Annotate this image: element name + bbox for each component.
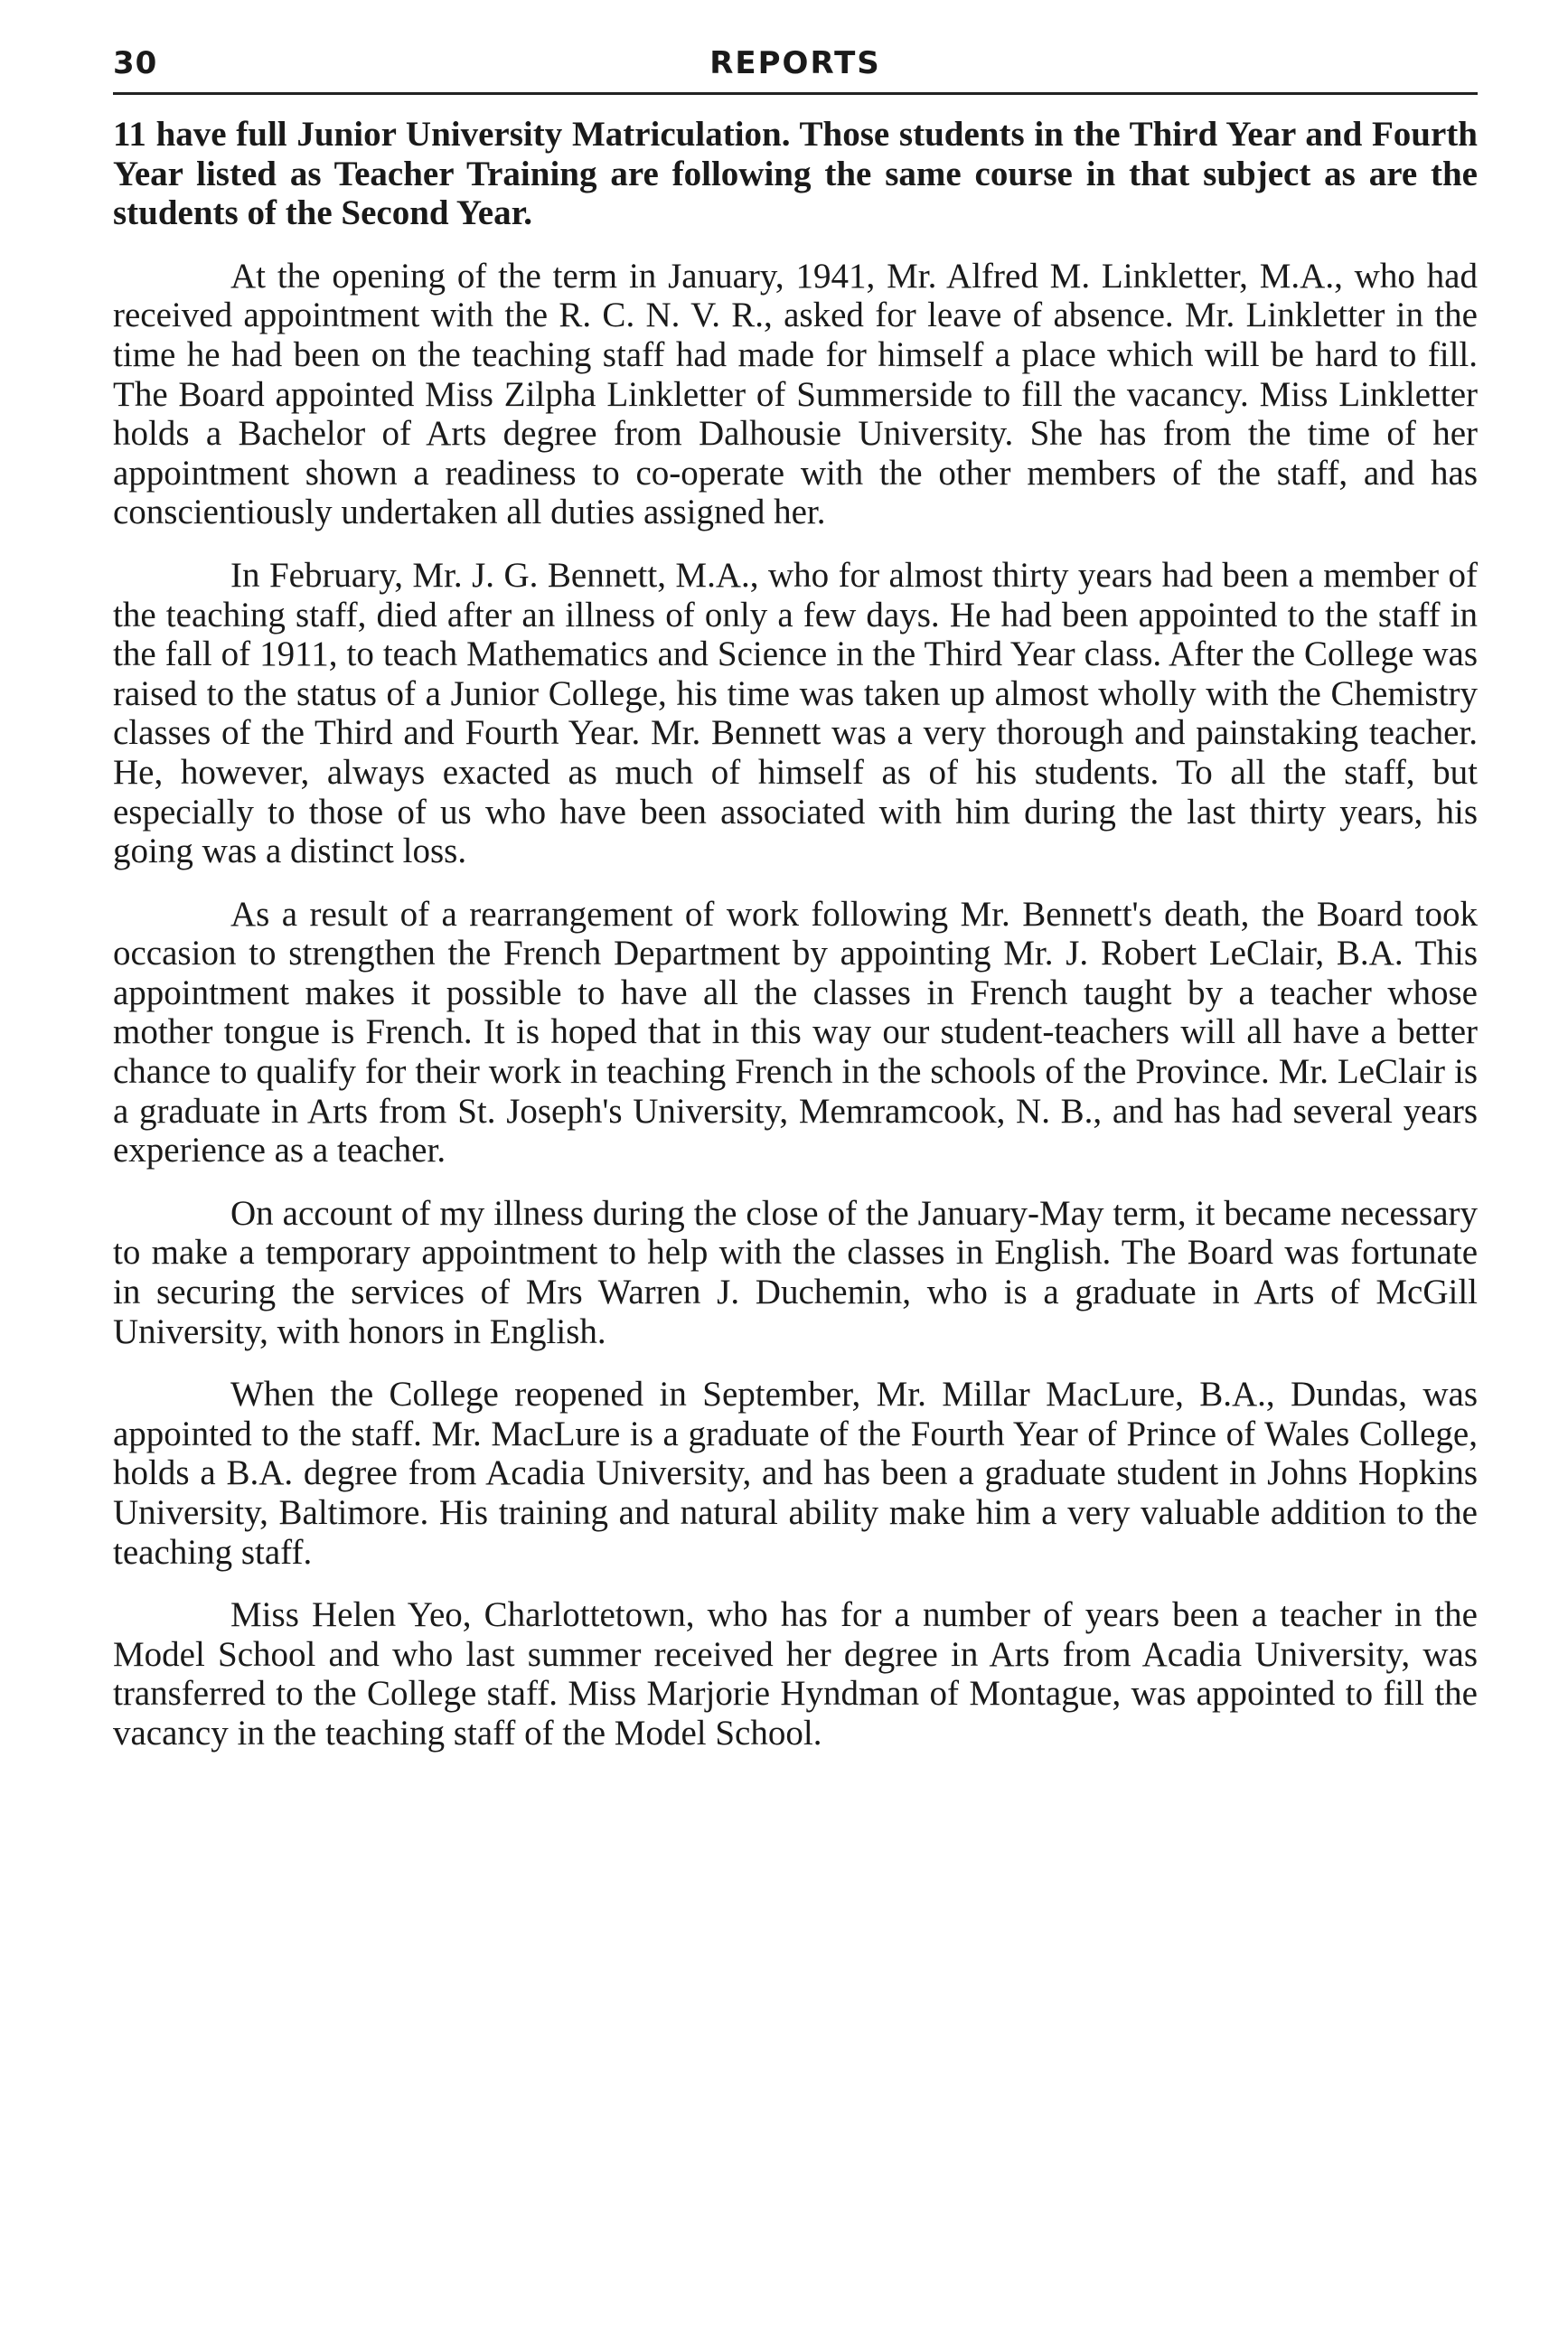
paragraph-matriculation: 11 have full Junior University Matriculation. Those students in the Third Year and Fourth Year listed as Teacher Training are following the same course in that subject as are the students of the Second Year. (113, 115, 1478, 233)
paragraph-yeo: Miss Helen Yeo, Charlottetown, who has for a number of years been a teacher in the Model School and who last summer received her degree in Arts from Acadia University, was transferred to the College staff. Miss Marjorie Hyndman of Montague, was appointed to fill the vacancy in the teaching staff of the Model School. (113, 1595, 1478, 1753)
body-text (113, 115, 1478, 1753)
paragraph-maclure: When the College reopened in September, Mr. Millar MacLure, B.A., Dundas, was appointed to the staff. Mr. MacLure is a graduate of the Fourth Year of Prince of Wales College, holds a B.A. degree from Acadia University, and has been a graduate student in Johns Hopkins University, Baltimore. His training and natural ability make him a very valuable addition to the teaching staff. (113, 1375, 1478, 1572)
page-number: 30 (113, 45, 158, 81)
page-header (113, 36, 1478, 95)
paragraph-linkletter: At the opening of the term in January, 1941, Mr. Alfred M. Linkletter, M.A., who had received appointment with the R. C. N. V. R., asked for leave of absence. Mr. Linkletter in the time he had been on the teaching staff had made for himself a place which will be hard to fill. The Board appointed Miss Zilpha Linkletter of Summerside to fill the vacancy. Miss Linkletter holds a Bachelor of Arts degree from Dalhousie University. She has from the time of her appointment shown a readiness to co-operate with the other members of the staff, and has conscientiously undertaken all duties assigned her. (113, 256, 1478, 532)
paragraph-bennett: In February, Mr. J. G. Bennett, M.A., who for almost thirty years had been a member of the teaching staff, died after an illness of only a few days. He had been appointed to the staff in the fall of 1911, to teach Mathematics and Science in the Third Year class. After the College was raised to the status of a Junior College, his time was taken up almost wholly with the Chemistry classes of the Third and Fourth Year. Mr. Bennett was a very thorough and painstaking teacher. He, however, always exacted as much of himself as of his students. To all the staff, but especially to those of us who have been associated with him during the last thirty years, his going was a distinct loss. (113, 555, 1478, 871)
running-head: REPORTS (709, 45, 881, 81)
paragraph-duchemin: On account of my illness during the close of the January-May term, it became necessary to make a temporary appointment to help with the classes in English. The Board was fortunate in securing the services of Mrs Warren J. Duchemin, who is a graduate in Arts of McGill University, with honors in English. (113, 1193, 1478, 1351)
document-page (113, 36, 1478, 1777)
paragraph-leclair: As a result of a rearrangement of work following Mr. Bennett's death, the Board took occasion to strengthen the French Department by appointing Mr. J. Robert LeClair, B.A. This appointment makes it possible to have all the classes in French taught by a teacher whose mother tongue is French. It is hoped that in this way our student-teachers will all have a better chance to qualify for their work in teaching French in the schools of the Province. Mr. LeClair is a graduate in Arts from St. Joseph's University, Memramcook, N. B., and has had several years experience as a teacher. (113, 894, 1478, 1170)
